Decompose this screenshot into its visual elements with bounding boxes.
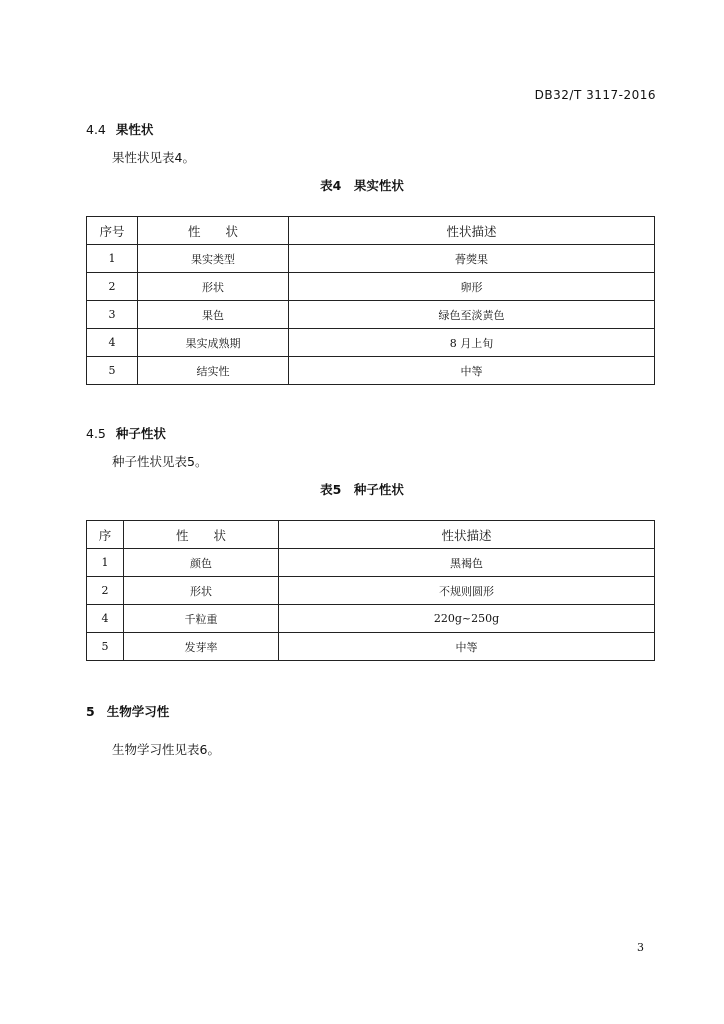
section-4-5-heading [86,424,166,442]
section-title: 果性状 [115,122,154,137]
cell-index: 1 [87,549,124,577]
cell-trait: 形状 [138,273,289,301]
cell-index: 3 [87,301,138,329]
table-row [87,357,655,385]
cell-description: 黑褐色 [279,549,655,577]
cell-trait: 发芽率 [124,633,279,661]
page-number: 3 [637,941,644,954]
cell-description: 绿色至淡黄色 [289,301,655,329]
table-row [87,633,655,661]
section-title: 种子性状 [115,426,166,441]
cell-index: 5 [87,633,124,661]
section-4-4-heading [86,120,153,138]
section-4-5-paragraph: 种子性状见表5。 [112,454,208,469]
cell-index: 2 [87,577,124,605]
section-5-heading [86,702,169,720]
table-header-row [87,521,655,549]
col-header-index: 序 [87,521,124,549]
section-number: 5 [86,704,95,719]
table-5 [86,520,655,661]
table-row [87,245,655,273]
cell-description: 中等 [279,633,655,661]
cell-description: 蓇葖果 [289,245,655,273]
cell-trait: 果实成熟期 [138,329,289,357]
cell-description: 220g~250g [279,605,655,633]
cell-trait: 结实性 [138,357,289,385]
document-code: DB32/T 3117-2016 [534,88,656,102]
cell-index: 1 [87,245,138,273]
col-header-index: 序号 [87,217,138,245]
cell-index: 2 [87,273,138,301]
cell-trait: 颜色 [124,549,279,577]
section-5-paragraph: 生物学习性见表6。 [112,742,220,757]
cell-trait: 果实类型 [138,245,289,273]
table-5-caption: 表5 种子性状 [320,482,404,497]
table-row [87,301,655,329]
cell-description: 卵形 [289,273,655,301]
table-4-caption: 表4 果实性状 [320,178,404,193]
cell-description: 中等 [289,357,655,385]
cell-description: 8 月上旬 [289,329,655,357]
cell-index: 4 [87,605,124,633]
cell-trait: 形状 [124,577,279,605]
table-row [87,577,655,605]
col-header-trait: 性 状 [138,217,289,245]
cell-index: 4 [87,329,138,357]
table-row [87,605,655,633]
cell-description: 不规则圆形 [279,577,655,605]
table-row [87,329,655,357]
section-title: 生物学习性 [106,704,170,719]
col-header-description: 性状描述 [289,217,655,245]
col-header-description: 性状描述 [279,521,655,549]
col-header-trait: 性 状 [124,521,279,549]
section-number: 4.5 [86,426,106,441]
table-row [87,549,655,577]
section-4-4-paragraph: 果性状见表4。 [112,150,195,165]
section-number: 4.4 [86,122,106,137]
table-4 [86,216,655,385]
cell-trait: 千粒重 [124,605,279,633]
cell-index: 5 [87,357,138,385]
table-row [87,273,655,301]
table-header-row [87,217,655,245]
cell-trait: 果色 [138,301,289,329]
